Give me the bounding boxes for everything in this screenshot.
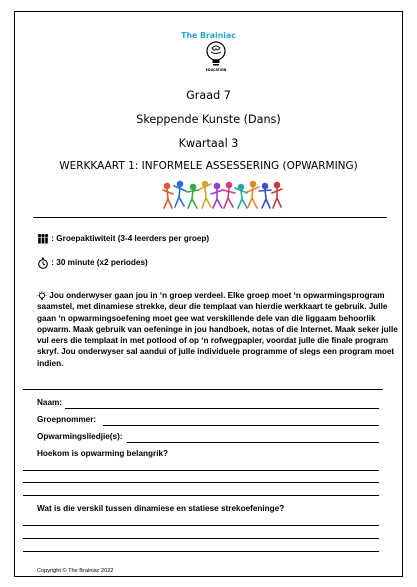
time-row xyxy=(37,257,148,269)
name-label: Naam: xyxy=(37,398,63,407)
time-text: : 30 minute (x2 periodes) xyxy=(51,258,148,268)
grade-title: Graad 7 xyxy=(186,89,231,102)
instructions-paragraph xyxy=(37,290,405,369)
term-title: Kwartaal 3 xyxy=(178,137,239,150)
stopwatch-icon xyxy=(37,257,49,269)
brand-name: The Brainiac xyxy=(181,31,236,40)
question-1: Hoekom is opwarming belangrik? xyxy=(37,449,169,458)
name-field-line[interactable] xyxy=(65,408,379,409)
copyright-text: Copyright © The Brainiac 2022 xyxy=(37,568,114,574)
group-activity-row xyxy=(37,233,209,245)
brain-bulb-logo xyxy=(203,40,229,74)
worksheet-page xyxy=(14,11,403,577)
group-number-label: Groepnommer: xyxy=(37,415,97,424)
song-field-line[interactable] xyxy=(127,442,379,443)
q2-answer-line-3[interactable] xyxy=(23,551,379,552)
q1-answer-line-1[interactable] xyxy=(23,470,379,471)
q1-answer-line-3[interactable] xyxy=(23,495,379,496)
group-people-icon xyxy=(37,233,49,245)
group-number-field-line[interactable] xyxy=(103,425,379,426)
lightbulb-icon xyxy=(37,291,47,301)
dancers-illustration xyxy=(161,178,285,211)
q2-answer-line-2[interactable] xyxy=(23,538,379,539)
question-2: Wat is die verskil tussen dinamiese en statiese strekoefeninge? xyxy=(37,504,285,513)
logo-text: EDUCATION xyxy=(205,68,227,72)
subject-title: Skeppende Kunste (Dans) xyxy=(136,113,281,126)
group-activity-text: : Groepaktiwiteit (3-4 leerders per groep) xyxy=(51,234,210,244)
worksheet-title: WERKKAART 1: INFORMELE ASSESSERING (OPWARMING) xyxy=(59,160,358,172)
header-divider xyxy=(33,217,387,218)
song-label: Opwarmingsliedjie(s): xyxy=(37,432,123,441)
q1-answer-line-2[interactable] xyxy=(23,482,379,483)
instructions-text: Jou onderwyser gaan jou in ‘n groep verdeel. Elke groep moet ‘n opwarmingsprogram saamstel, met dinamiese strekke, deur die templaat van hierdie werkkaart te gebruik. Julle gaan ‘n opwarmingsoefening moet gee wat verskillende dele van die liggaam behoorlik opwarm. Maak gebruik van oefeninge in jou handboek, notas of die Internet. Maak seker julle vul eers die templaat in met potlood of op ‘n rofwegpapier, voordat julle die finale program skryf. Jou onderwyser sal aandui of julle individuele programme of slegs een program moet indien. xyxy=(37,291,398,368)
q2-answer-line-1[interactable] xyxy=(23,525,379,526)
form-top-rule xyxy=(23,389,383,390)
